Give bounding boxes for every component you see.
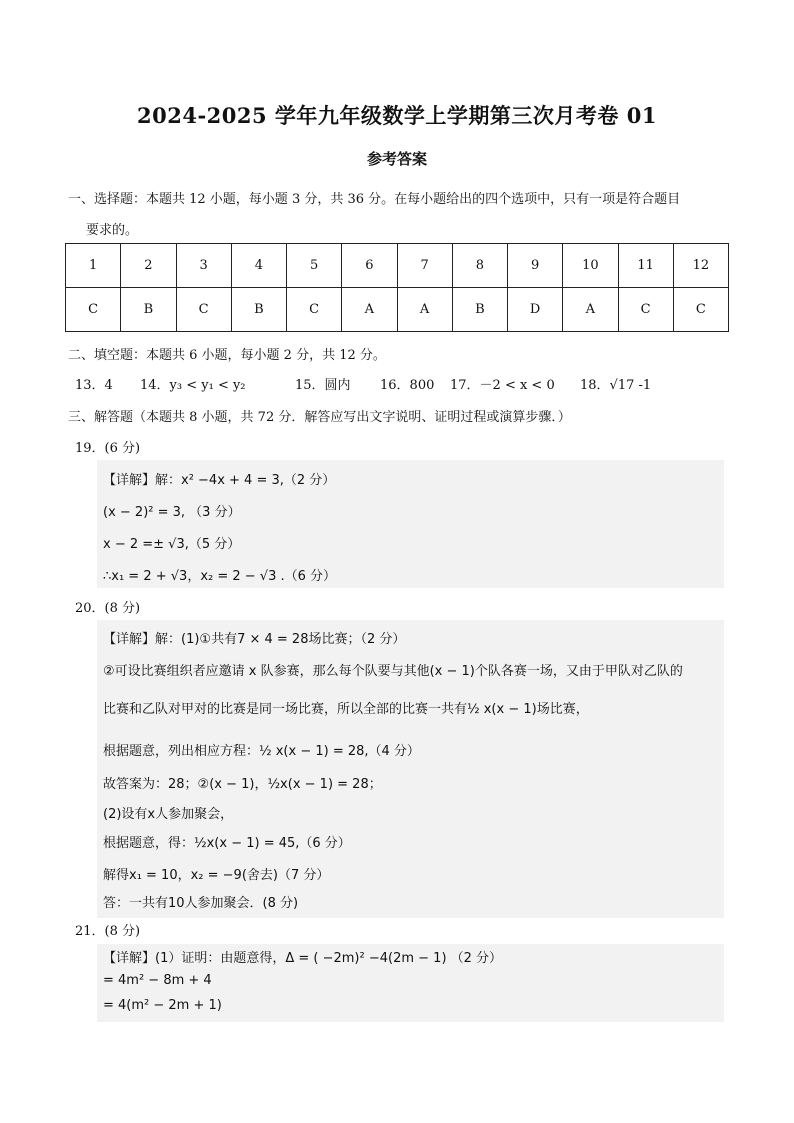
table-cell: 5: [287, 244, 342, 288]
table-cell: 12: [673, 244, 728, 288]
q19-label: 19．(6 分): [75, 441, 141, 456]
q20-line-4: 根据题意，列出相应方程：½ x(x − 1) = 28,（4 分）: [103, 744, 420, 759]
table-cell: 7: [397, 244, 452, 288]
table-cell: A: [342, 288, 397, 332]
q20-line-3: 比赛和乙队对甲对的比赛是同一场比赛，所以全部的比赛一共有½ x(x − 1)场比赛，: [103, 702, 589, 717]
q20-line-8: 解得x₁ = 10，x₂ = −9(舍去)（7 分）: [103, 868, 330, 883]
q19-line-2: (x − 2)² = 3, （3 分）: [103, 505, 241, 520]
fill-answer-15: 15．圆内: [295, 378, 351, 393]
table-cell: A: [397, 288, 452, 332]
answer-table-answer-row: [66, 288, 729, 332]
q19-line-3: x − 2 =± √3,（5 分）: [103, 537, 241, 552]
answer-table: [65, 243, 729, 332]
table-cell: A: [563, 288, 618, 332]
section1-heading: 一、选择题：本题共 12 小题，每小题 3 分，共 36 分。在每小题给出的四个选项中，只有一项是符合题目: [68, 192, 681, 207]
table-cell: D: [508, 288, 563, 332]
table-cell: B: [231, 288, 286, 332]
q20-label: 20．(8 分): [75, 601, 141, 616]
table-cell: C: [66, 288, 121, 332]
table-cell: 4: [231, 244, 286, 288]
q20-line-9: 答：一共有10人参加聚会．(8 分): [103, 896, 299, 911]
section2-heading: 二、填空题：本题共 6 小题，每小题 2 分，共 12 分。: [68, 348, 386, 363]
q20-line-2: ②可设比赛组织者应邀请 x 队参赛，那么每个队要与其他(x − 1)个队各赛一场，又由于甲队对乙队的: [103, 664, 683, 679]
fill-answer-18: 18．√17 -1: [580, 378, 652, 393]
table-cell: 1: [66, 244, 121, 288]
table-cell: 8: [452, 244, 507, 288]
q19-line-4: ∴x₁ = 2 + √3，x₂ = 2 − √3 .（6 分）: [103, 569, 337, 584]
table-cell: C: [287, 288, 342, 332]
page-title: 2024-2025 学年九年级数学上学期第三次月考卷 01: [137, 103, 657, 128]
table-cell: 2: [121, 244, 176, 288]
table-cell: 9: [508, 244, 563, 288]
q21-label: 21．(8 分): [75, 924, 141, 939]
q20-line-1: 【详解】解：(1)①共有7 × 4 = 28场比赛；（2 分）: [103, 632, 406, 647]
q20-line-7: 根据题意，得：½x(x − 1) = 45,（6 分）: [103, 836, 351, 851]
table-cell: B: [121, 288, 176, 332]
q21-line-2: = 4m² − 8m + 4: [103, 973, 212, 988]
fill-answer-14: 14．y₃ < y₁ < y₂: [140, 378, 246, 393]
fill-answer-16: 16．800: [380, 378, 435, 393]
q21-line-3: = 4(m² − 2m + 1): [103, 998, 222, 1013]
table-cell: C: [618, 288, 673, 332]
table-cell: 11: [618, 244, 673, 288]
table-cell: C: [176, 288, 231, 332]
q21-line-1: 【详解】(1）证明：由题意得，Δ = ( −2m)² −4(2m − 1) （2 分）: [103, 951, 503, 966]
page-subtitle: 参考答案: [366, 150, 427, 168]
answer-table-number-row: [66, 244, 729, 288]
q20-line-5: 故答案为：28；②(x − 1)，½x(x − 1) = 28；: [103, 777, 382, 792]
table-cell: B: [452, 288, 507, 332]
fill-answer-17: 17．－2 < x < 0: [450, 378, 555, 393]
table-cell: C: [673, 288, 728, 332]
q20-line-6: (2)设有x人参加聚会，: [103, 807, 234, 822]
table-cell: 10: [563, 244, 618, 288]
section1-heading-cont: 要求的。: [86, 223, 139, 238]
fill-answer-13: 13．4: [75, 378, 113, 393]
table-cell: 6: [342, 244, 397, 288]
section3-heading: 三、解答题（本题共 8 小题，共 72 分．解答应写出文字说明、证明过程或演算步骤．）: [68, 410, 571, 425]
q19-line-1: 【详解】解：x² −4x + 4 = 3,（2 分）: [103, 473, 336, 488]
table-cell: 3: [176, 244, 231, 288]
